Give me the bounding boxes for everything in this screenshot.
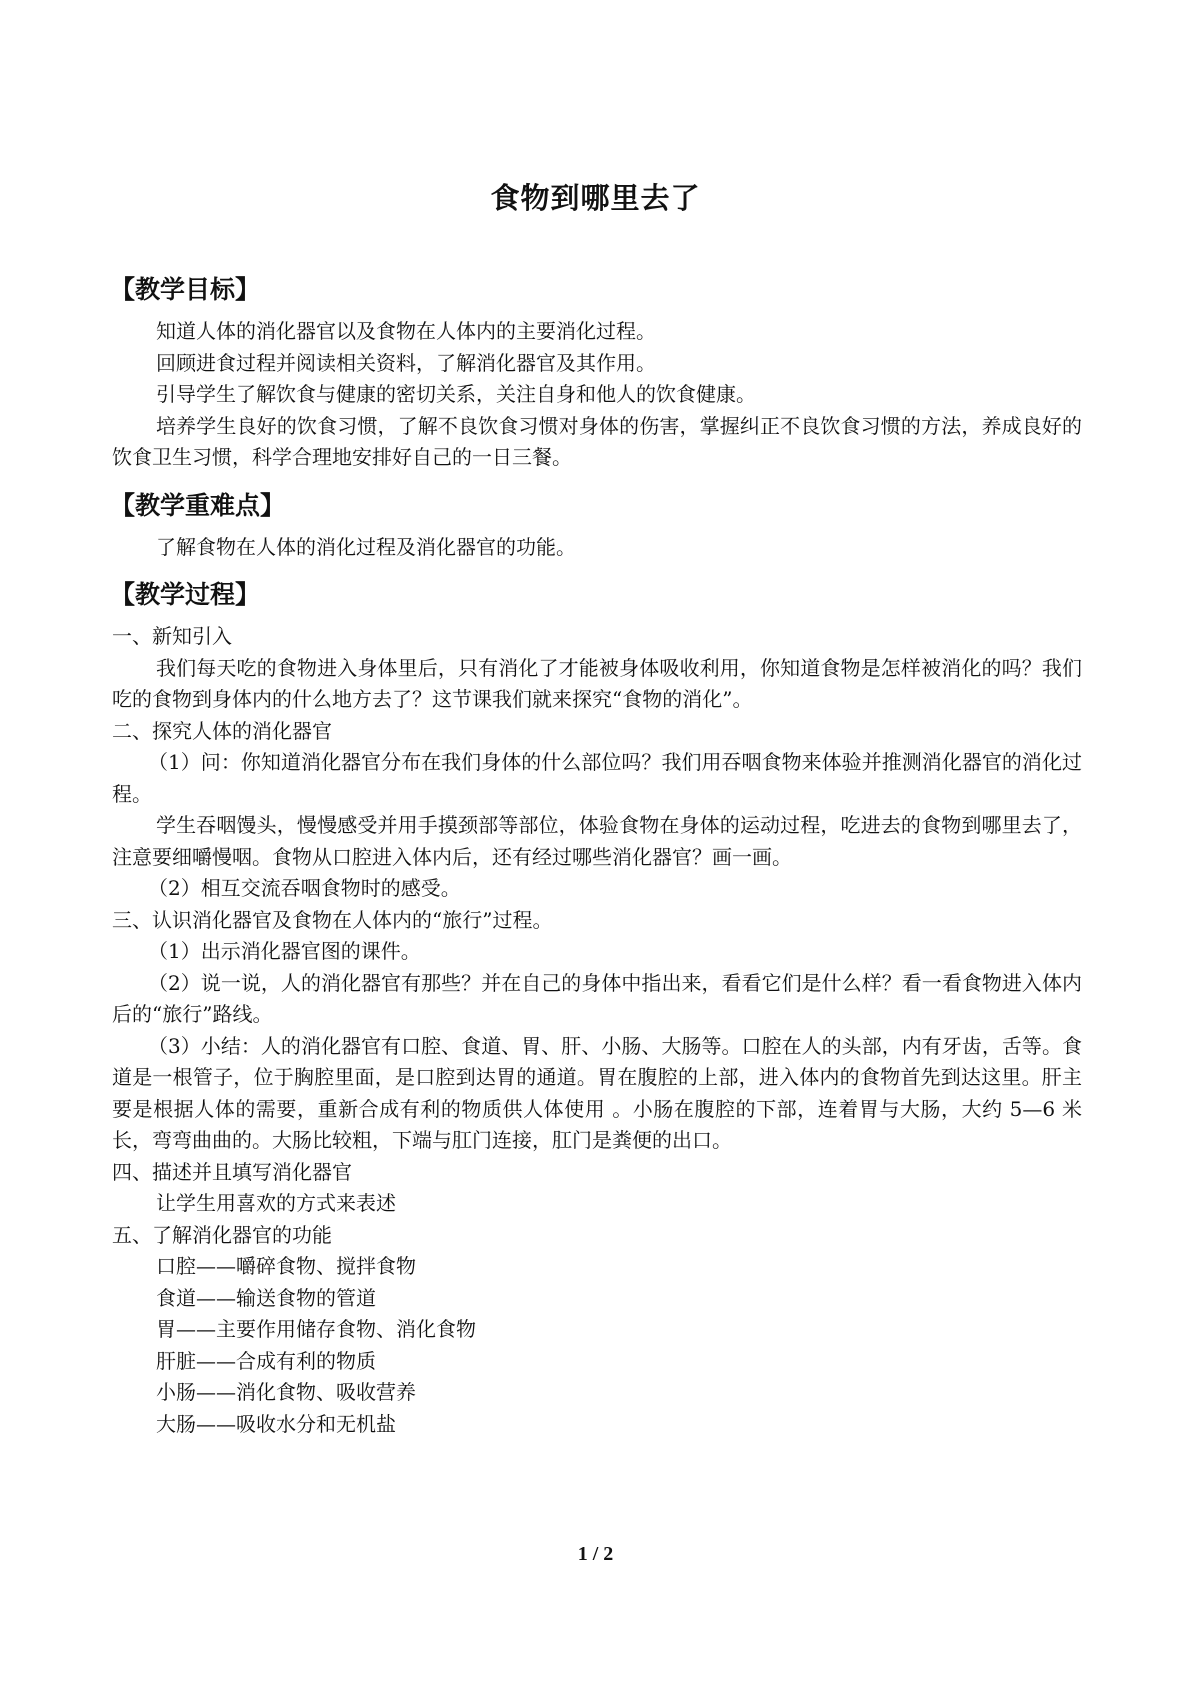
organ-function-item: 肝脏——合成有利的物质: [156, 1348, 376, 1373]
process-paragraph: （1）问：你知道消化器官分布在我们身体的什么部位吗？我们用吞咽食物来体验并推测消化器官的消化过程。: [112, 750, 1082, 806]
key-point-paragraph: 了解食物在人体的消化过程及消化器官的功能。: [156, 534, 576, 559]
process-paragraph: （2）说一说，人的消化器官有那些？并在自己的身体中指出来，看看它们是什么样？看一看食物进入体内后的“旅行”路线。: [112, 970, 1082, 1026]
section-heading-key-points: 【教学重难点】: [110, 490, 286, 520]
goal-paragraph: 知道人体的消化器官以及食物在人体内的主要消化过程。: [156, 319, 656, 343]
subsection-title: 五、了解消化器官的功能: [112, 1222, 332, 1247]
organ-function-item: 食道——输送食物的管道: [156, 1285, 376, 1310]
process-paragraph: （1）出示消化器官图的课件。: [148, 939, 421, 963]
subsection-title: 四、描述并且填写消化器官: [112, 1159, 352, 1184]
organ-function-item: 小肠——消化食物、吸收营养: [156, 1380, 416, 1404]
page-number: 1 / 2: [577, 1543, 614, 1565]
process-paragraph: 我们每天吃的食物进入身体里后，只有消化了才能被身体吸收利用，你知道食物是怎样被消化的吗？我们吃的食物到身体内的什么地方去了？这节课我们就来探究“食物的消化”。: [112, 655, 1082, 711]
goal-paragraph: 引导学生了解饮食与健康的密切关系，关注自身和他人的饮食健康。: [156, 382, 756, 406]
goal-paragraph: 回顾进食过程并阅读相关资料，了解消化器官及其作用。: [156, 350, 656, 375]
process-paragraph: （2）相互交流吞咽食物时的感受。: [148, 876, 461, 900]
goal-paragraph: 培养学生良好的饮食习惯，了解不良饮食习惯对身体的伤害，掌握纠正不良饮食习惯的方法，养成良好的饮食卫生习惯，科学合理地安排好自己的一日三餐。: [112, 413, 1082, 469]
section-heading-process: 【教学过程】: [110, 580, 261, 609]
process-paragraph: （3）小结：人的消化器官有口腔、食道、胃、肝、小肠、大肠等。口腔在人的头部，内有牙齿，舌等。食道是一根管子，位于胸腔里面，是口腔到达胃的通道。胃在腹腔的上部，进入体内的食物首先到达这里。肝主要是根据人体的需要，重新合成有利的物质供人体使用 。小肠在腹腔的下部，连着胃与大肠，大约 5—6 米长，弯弯曲曲的。大肠比较粗，下端与肛门连接，肛门是粪便的出口。: [112, 1033, 1082, 1152]
process-paragraph: 学生吞咽馒头，慢慢感受并用手摸颈部等部位，体验食物在身体的运动过程，吃进去的食物到哪里去了，注意要细嚼慢咽。食物从口腔进入体内后，还有经过哪些消化器官？画一画。: [112, 813, 1082, 869]
process-paragraph: 让学生用喜欢的方式来表述: [156, 1191, 396, 1215]
page-title: 食物到哪里去了: [490, 181, 701, 215]
organ-function-item: 大肠——吸收水分和无机盐: [156, 1411, 396, 1436]
subsection-title: 三、认识消化器官及食物在人体内的“旅行”过程。: [112, 907, 553, 932]
section-heading-goals: 【教学目标】: [110, 275, 261, 304]
organ-function-item: 胃——主要作用储存食物、消化食物: [156, 1317, 476, 1341]
subsection-title: 二、探究人体的消化器官: [112, 718, 332, 743]
subsection-title: 一、新知引入: [112, 624, 232, 648]
document-body: [112, 268, 1082, 1440]
organ-function-item: 口腔——嚼碎食物、搅拌食物: [156, 1254, 416, 1278]
